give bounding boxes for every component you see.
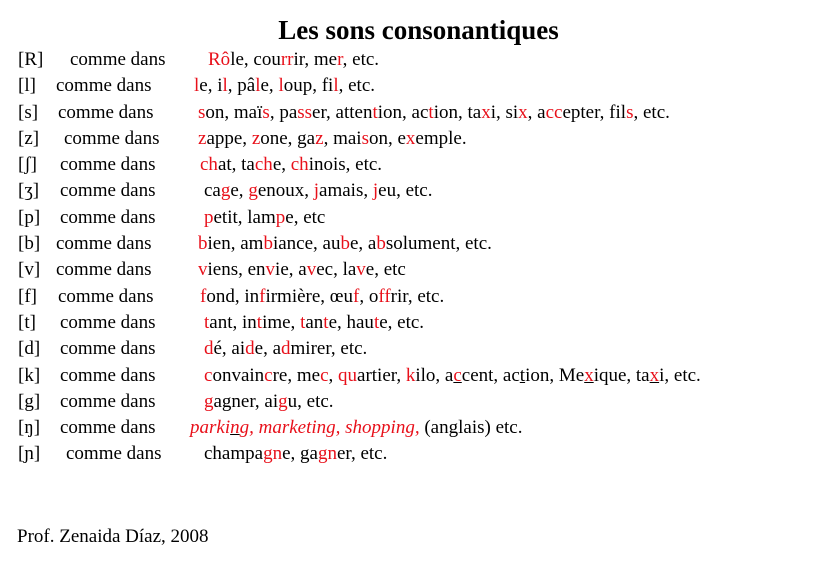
phoneme-symbol: [v] xyxy=(18,259,41,281)
example-segment: Rô xyxy=(208,49,231,70)
example-segment: ien, am xyxy=(207,233,264,255)
example-segment: x xyxy=(405,127,416,149)
example-segment: r xyxy=(337,49,343,70)
example-segment: l xyxy=(278,75,284,97)
phoneme-symbol: [ʃ] xyxy=(18,154,37,176)
example-segment: champa xyxy=(204,443,264,465)
example-segment: amais, xyxy=(319,180,373,202)
example-segment: , pa xyxy=(269,101,298,123)
example-segment: rir, etc. xyxy=(390,285,445,307)
comme-dans-label: comme dans xyxy=(60,311,156,333)
example-segment: e, xyxy=(272,154,291,176)
example-segment: v xyxy=(356,259,366,281)
example-segment: , etc. xyxy=(342,49,380,70)
example-segment: z xyxy=(251,127,261,149)
example-segment: , mai xyxy=(323,127,362,149)
list-item xyxy=(0,284,837,310)
phoneme-symbol: [t] xyxy=(18,311,36,333)
phoneme-symbol: [p] xyxy=(18,206,41,228)
example-segment: inois, etc. xyxy=(308,154,383,176)
list-item xyxy=(0,47,837,73)
example-segment: g xyxy=(278,390,288,412)
list-item xyxy=(0,415,837,441)
consonant-list xyxy=(0,47,837,468)
example-segment: i, etc. xyxy=(659,364,701,386)
example-segment: e, etc xyxy=(365,259,406,281)
example-segment: gn xyxy=(263,443,283,465)
example-segment: j xyxy=(372,180,379,202)
example-segment: b xyxy=(340,233,350,255)
comme-dans-label: comme dans xyxy=(60,364,156,386)
example-segment: ec, la xyxy=(316,259,357,281)
example-segment: k xyxy=(405,364,416,386)
example-segment: iens, en xyxy=(207,259,266,281)
example-segment: qu xyxy=(338,364,358,386)
example-segment: g, marketi xyxy=(239,417,317,439)
example-words xyxy=(208,47,379,73)
example-segment: , xyxy=(414,417,420,439)
example-segment: u, etc. xyxy=(287,390,334,412)
phoneme-symbol: [z] xyxy=(18,127,40,149)
comme-dans-label: comme dans xyxy=(70,49,166,70)
page-title: Les sons consonantiques xyxy=(278,15,559,45)
example-segment: ss xyxy=(297,101,313,123)
example-segment: ff xyxy=(378,285,391,307)
example-words xyxy=(204,363,701,389)
example-segment: f xyxy=(353,285,360,307)
list-item xyxy=(0,73,837,99)
example-segment: appe, xyxy=(206,127,252,149)
example-segment: ch xyxy=(254,154,273,176)
example-segment: v xyxy=(198,259,208,281)
example-segment: f xyxy=(259,285,266,307)
example-segment: oup, fi xyxy=(283,75,334,97)
comme-dans-label: comme dans xyxy=(56,75,152,97)
list-item xyxy=(0,257,837,283)
example-words xyxy=(200,152,382,178)
list-item xyxy=(0,100,837,126)
example-segment: on, maï xyxy=(205,101,263,123)
example-segment: e, ga xyxy=(282,443,318,465)
comme-dans-label: comme dans xyxy=(64,127,160,149)
example-words xyxy=(200,284,444,310)
example-segment: etit, lam xyxy=(213,206,276,228)
example-words xyxy=(198,257,406,283)
comme-dans-label: comme dans xyxy=(60,154,156,176)
example-segment: d xyxy=(204,338,214,360)
list-item xyxy=(0,363,837,389)
example-segment: ilo, a xyxy=(415,364,454,386)
example-segment: e, etc xyxy=(285,206,326,228)
example-words xyxy=(198,100,670,126)
example-segment: i, si xyxy=(490,101,519,123)
example-segment: s xyxy=(626,101,634,123)
example-segment: l xyxy=(194,75,200,97)
example-segment: ng xyxy=(316,417,336,439)
example-segment: e, hau xyxy=(328,311,374,333)
example-segment: ie, a xyxy=(275,259,307,281)
phoneme-symbol: [R] xyxy=(18,49,44,70)
example-segment: c xyxy=(204,364,213,386)
example-segment: agner, ai xyxy=(213,390,279,412)
example-segment: g xyxy=(220,180,231,202)
example-segment: ng xyxy=(395,417,415,439)
example-segment: f xyxy=(200,285,207,307)
example-segment: b xyxy=(263,233,273,255)
comme-dans-label: comme dans xyxy=(58,285,154,307)
example-words xyxy=(204,389,334,415)
example-segment: , shoppi xyxy=(335,417,396,439)
example-words xyxy=(194,73,375,99)
example-segment: , o xyxy=(359,285,379,307)
example-segment: c xyxy=(320,364,329,386)
comme-dans-label: comme dans xyxy=(60,417,156,439)
comme-dans-label: comme dans xyxy=(66,443,162,465)
example-segment: cent, ac xyxy=(461,364,520,386)
phoneme-symbol: [g] xyxy=(18,390,41,412)
example-segment: enoux, xyxy=(257,180,314,202)
example-segment: t xyxy=(428,101,434,123)
example-segment: e, xyxy=(230,180,249,202)
example-segment: s xyxy=(262,101,270,123)
example-segment: ique, ta xyxy=(593,364,650,386)
comme-dans-label: comme dans xyxy=(56,259,152,281)
example-words xyxy=(198,231,492,257)
phoneme-symbol: [k] xyxy=(18,364,41,386)
comme-dans-label: comme dans xyxy=(56,233,152,255)
phoneme-symbol: [l] xyxy=(18,75,36,97)
example-segment: parki xyxy=(190,417,231,439)
example-segment: p xyxy=(275,206,286,228)
example-segment: c xyxy=(264,364,273,386)
example-segment: t xyxy=(256,311,263,333)
example-segment: v xyxy=(265,259,276,281)
list-item xyxy=(0,152,837,178)
example-segment: d xyxy=(281,338,291,360)
phoneme-symbol: [ŋ] xyxy=(18,417,41,439)
example-segment: b xyxy=(376,233,386,255)
phoneme-symbol: [ʒ] xyxy=(18,180,40,202)
example-segment: (anglais) etc. xyxy=(419,417,523,439)
example-segment: re, me xyxy=(272,364,321,386)
example-segment: mirer, etc. xyxy=(290,338,368,360)
example-segment: ion, ta xyxy=(433,101,482,123)
example-segment: ir, me xyxy=(293,49,338,70)
list-item xyxy=(0,126,837,152)
example-segment: e, etc. xyxy=(379,311,425,333)
example-segment: s xyxy=(198,101,206,123)
example-words xyxy=(204,441,387,467)
list-item xyxy=(0,336,837,362)
example-segment: e, a xyxy=(349,233,377,255)
example-segment: , etc. xyxy=(633,101,670,123)
example-segment: e, xyxy=(260,75,279,97)
example-segment: one, ga xyxy=(260,127,316,149)
example-segment: ch xyxy=(200,154,218,176)
example-segment: p xyxy=(204,206,214,228)
example-segment: , pâ xyxy=(227,75,256,97)
phoneme-symbol: [b] xyxy=(18,233,41,255)
comme-dans-label: comme dans xyxy=(60,338,156,360)
comme-dans-label: comme dans xyxy=(58,101,154,123)
example-segment: x xyxy=(518,101,528,123)
phoneme-symbol: [d] xyxy=(18,338,41,360)
example-words xyxy=(198,126,467,152)
example-segment: e, a xyxy=(254,338,282,360)
example-words xyxy=(204,310,424,336)
example-segment: t xyxy=(372,101,378,123)
example-segment: , a xyxy=(527,101,546,123)
list-item xyxy=(0,178,837,204)
list-item xyxy=(0,441,837,467)
example-segment: l xyxy=(222,75,228,97)
example-segment: onvain xyxy=(212,364,265,386)
example-segment: , etc. xyxy=(338,75,376,97)
example-segment: eu, etc. xyxy=(378,180,433,202)
example-segment: ant, in xyxy=(209,311,257,333)
list-item xyxy=(0,310,837,336)
comme-dans-label: comme dans xyxy=(60,180,156,202)
example-segment: b xyxy=(198,233,208,255)
example-segment: t xyxy=(323,311,329,333)
example-segment: c xyxy=(453,364,462,386)
example-segment: cc xyxy=(545,101,563,123)
example-segment: irmière, œu xyxy=(265,285,354,307)
example-segment: d xyxy=(245,338,255,360)
phoneme-symbol: [f] xyxy=(18,285,37,307)
example-segment: ond, in xyxy=(206,285,260,307)
example-segment: t xyxy=(519,364,526,386)
example-segment: t xyxy=(300,311,306,333)
example-segment: ime, xyxy=(262,311,301,333)
example-segment: x xyxy=(481,101,491,123)
example-segment: l xyxy=(255,75,261,97)
example-words xyxy=(204,205,325,231)
example-segment: v xyxy=(306,259,317,281)
example-segment: j xyxy=(313,180,320,202)
example-segment: g xyxy=(204,390,214,412)
example-segment: n xyxy=(230,417,240,439)
example-segment: ca xyxy=(204,180,221,202)
example-segment: é, ai xyxy=(213,338,246,360)
example-words xyxy=(204,336,367,362)
example-segment: er, atten xyxy=(312,101,373,123)
example-segment: ch xyxy=(290,154,309,176)
example-segment: on, e xyxy=(368,127,406,149)
example-segment: t xyxy=(204,311,210,333)
example-segment: , xyxy=(328,364,339,386)
list-item xyxy=(0,389,837,415)
comme-dans-label: comme dans xyxy=(60,206,156,228)
example-segment: an xyxy=(305,311,324,333)
example-segment: s xyxy=(361,127,369,149)
list-item xyxy=(0,205,837,231)
example-segment: solument, etc. xyxy=(385,233,492,255)
example-segment: g xyxy=(248,180,258,202)
example-segment: le, cou xyxy=(230,49,281,70)
phoneme-symbol: [s] xyxy=(18,101,39,123)
example-segment: t xyxy=(373,311,380,333)
example-segment: iance, au xyxy=(272,233,341,255)
example-segment: e, i xyxy=(199,75,223,97)
example-segment: ion, ac xyxy=(377,101,429,123)
example-segment: x xyxy=(649,364,660,386)
example-segment: l xyxy=(333,75,339,97)
list-item xyxy=(0,231,837,257)
example-segment: z xyxy=(198,127,207,149)
example-segment: x xyxy=(584,364,594,386)
example-segment: at, ta xyxy=(217,154,255,176)
author-credit: Prof. Zenaida Díaz, 2008 xyxy=(17,526,209,547)
example-segment: ion, Me xyxy=(525,364,585,386)
example-words xyxy=(190,415,522,441)
example-segment: gn xyxy=(317,443,337,465)
phoneme-symbol: [ɲ] xyxy=(18,443,41,465)
example-segment: z xyxy=(315,127,324,149)
example-segment: er, etc. xyxy=(336,443,388,465)
example-words xyxy=(204,178,432,204)
example-segment: epter, fil xyxy=(562,101,627,123)
example-segment: rr xyxy=(280,49,294,70)
example-segment: artier, xyxy=(357,364,406,386)
comme-dans-label: comme dans xyxy=(60,390,156,412)
example-segment: emple. xyxy=(415,127,467,149)
